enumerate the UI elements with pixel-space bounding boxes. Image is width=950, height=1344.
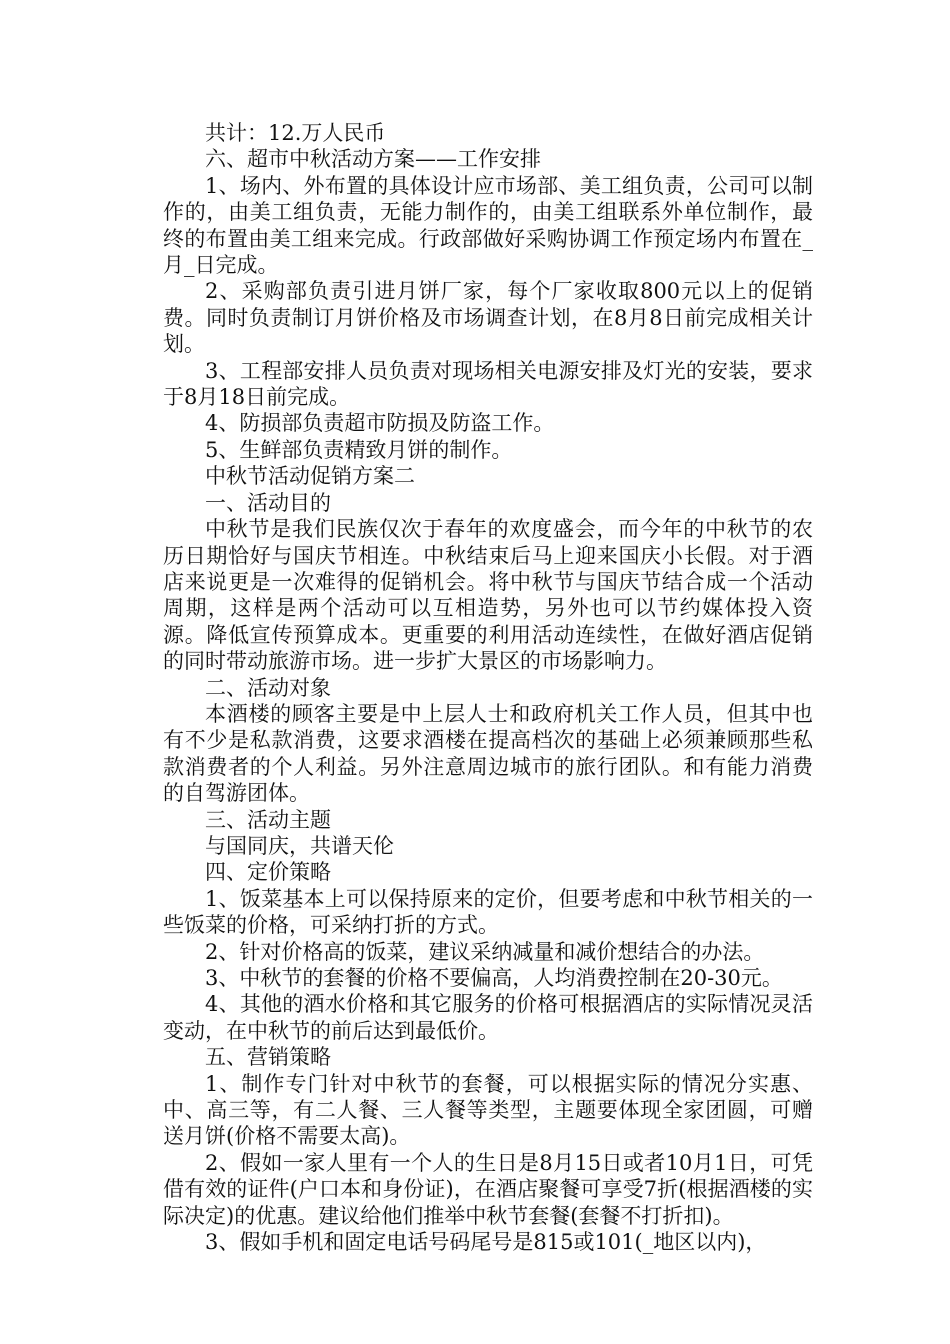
paragraph: 3、中秋节的套餐的价格不要偏高，人均消费控制在20-30元。 (205, 966, 783, 990)
paragraph: 1、饭菜基本上可以保持原来的定价，但要考虑和中秋节相关的一些饭菜的价格，可采纳打折的方式。 (163, 886, 813, 938)
section-heading-marketing: 五、营销策略 (205, 1045, 331, 1070)
theme-text: 与国同庆，共谱天伦 (205, 833, 394, 858)
total-line: 共计：12.万人民币 (205, 121, 386, 145)
paragraph: 中秋节是我们民族仅次于春年的欢度盛会，而今年的中秋节的农历日期恰好与国庆节相连。中秋结束后马上迎来国庆小长假。对于酒店来说更是一次难得的促销机会。将中秋节与国庆节结合成一个活动周期，这样是两个活动可以互相造势，另外也可以节约媒体投入资源。降低宣传预算成本。更重要的利用活动连续性，在做好酒店促销的同时带动旅游市场。进一步扩大景区的市场影响力。 (163, 517, 813, 674)
section-heading-pricing: 四、定价策略 (205, 860, 331, 885)
paragraph: 2、假如一家人里有一个人的生日是8月15日或者10月1日，可凭借有效的证件(户口本和身份证)，在酒店聚餐可享受7折(根据酒楼的实际决定)的优惠。建议给他们推举中秋节套餐(套餐不打折扣)。 (163, 1150, 813, 1228)
paragraph: 5、生鲜部负责精致月饼的制作。 (205, 437, 513, 462)
paragraph: 1、制作专门针对中秋节的套餐，可以根据实际的情况分实惠、中、高三等，有二人餐、三人餐等类型，主题要体现全家团圆，可赠送月饼(价格不需要太高)。 (163, 1071, 813, 1149)
paragraph: 2、针对价格高的饭菜，建议采纳减量和减价想结合的办法。 (205, 939, 765, 964)
section-heading-work-arrangement: 六、超市中秋活动方案——工作安排 (205, 147, 541, 172)
paragraph: 本酒楼的顾客主要是中上层人士和政府机关工作人员，但其中也有不少是私款消费，这要求酒楼在提高档次的基础上必须兼顾那些私款消费者的个人利益。另外注意周边城市的旅行团队。和有能力消费的自驾游团体。 (163, 701, 813, 806)
paragraph: 3、工程部安排人员负责对现场相关电源安排及灯光的安装，要求于8月18日前完成。 (163, 358, 813, 410)
plan-title: 中秋节活动促销方案二 (205, 464, 415, 489)
section-heading-purpose: 一、活动目的 (205, 490, 331, 515)
document-body (163, 120, 813, 1255)
paragraph: 4、防损部负责超市防损及防盗工作。 (205, 411, 555, 436)
section-heading-audience: 二、活动对象 (205, 675, 331, 700)
paragraph: 4、其他的酒水价格和其它服务的价格可根据酒店的实际情况灵活变动，在中秋节的前后达到最低价。 (163, 992, 813, 1043)
section-heading-theme: 三、活动主题 (205, 807, 331, 832)
paragraph: 1、场内、外布置的具体设计应市场部、美工组负责，公司可以制作的，由美工组负责，无能力制作的，由美工组联系外单位制作，最终的布置由美工组来完成。行政部做好采购协调工作预定场内布置在_月_日完成。 (163, 173, 813, 278)
paragraph: 3、假如手机和固定电话号码尾号是815或101(_地区以内)， (205, 1230, 767, 1255)
paragraph: 2、采购部负责引进月饼厂家，每个厂家收取800元以上的促销费。同时负责制订月饼价格及市场调查计划，在8月8日前完成相关计划。 (163, 279, 813, 357)
